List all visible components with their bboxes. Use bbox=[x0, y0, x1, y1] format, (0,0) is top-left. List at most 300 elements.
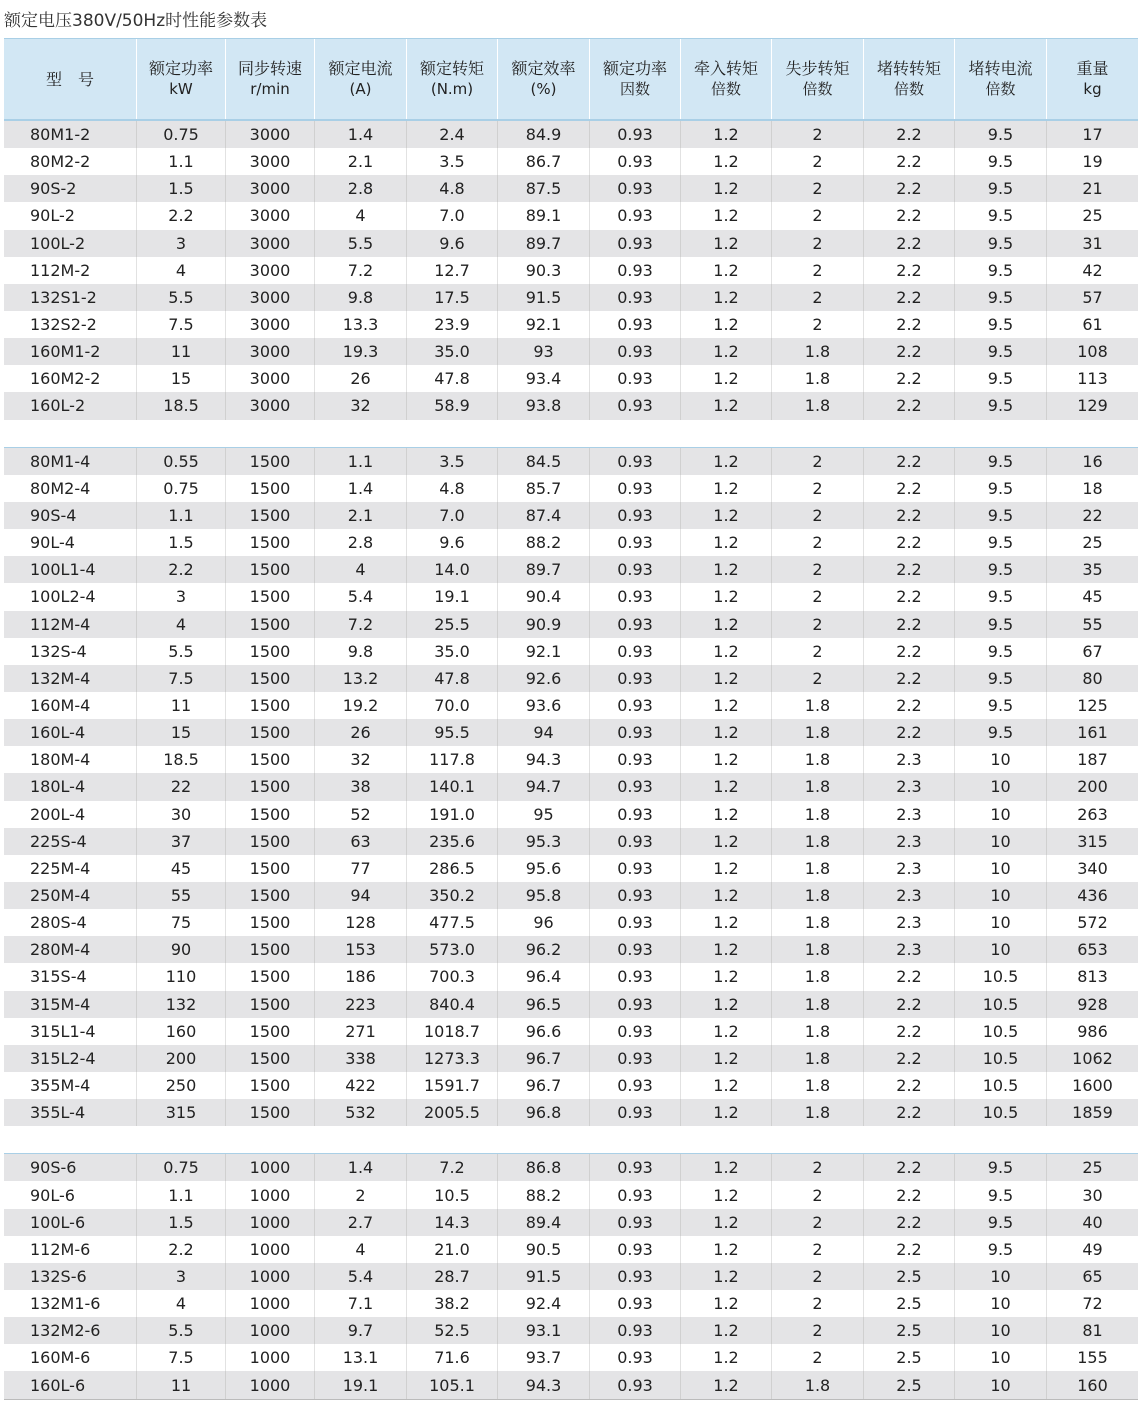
table-cell: 2.4 bbox=[407, 121, 498, 148]
table-row bbox=[4, 746, 1138, 773]
table-cell: 9.5 bbox=[955, 311, 1047, 338]
table-cell: 1.2 bbox=[681, 909, 772, 936]
table-cell: 87.5 bbox=[498, 175, 590, 202]
table-row bbox=[4, 502, 1138, 529]
table-cell: 10.5 bbox=[955, 1072, 1047, 1099]
table-cell: 187 bbox=[1077, 750, 1108, 770]
table-cell: 1500 bbox=[226, 882, 315, 909]
table-cell: 0.93 bbox=[590, 475, 681, 502]
table-cell: 1000 bbox=[226, 1181, 315, 1208]
table-cell: 13.1 bbox=[315, 1344, 407, 1371]
table-row bbox=[4, 638, 1138, 665]
table-cell: 9.5 bbox=[955, 392, 1047, 419]
model-cell: 90L-4 bbox=[4, 529, 137, 556]
table-cell: 2.2 bbox=[864, 1072, 955, 1099]
table-cell: 84.9 bbox=[498, 121, 590, 148]
table-cell: 132 bbox=[137, 991, 226, 1018]
table-cell: 155 bbox=[1077, 1348, 1108, 1368]
table-cell: 26 bbox=[315, 719, 407, 746]
table-cell: 1000 bbox=[226, 1317, 315, 1344]
table-cell: 23.9 bbox=[407, 311, 498, 338]
table-cell: 7.2 bbox=[315, 611, 407, 638]
table-cell: 0.93 bbox=[590, 365, 681, 392]
table-cell: 2.2 bbox=[864, 1154, 955, 1181]
table-cell: 3000 bbox=[226, 202, 315, 229]
table-cell: 1062 bbox=[1072, 1048, 1113, 1068]
column-header-label: 失步转矩 bbox=[785, 59, 850, 78]
table-cell: 93 bbox=[498, 338, 590, 365]
table-cell: 0.93 bbox=[590, 611, 681, 638]
table-cell: 1.2 bbox=[681, 692, 772, 719]
table-row bbox=[4, 692, 1138, 719]
table-cell: 1500 bbox=[226, 963, 315, 990]
table-cell: 9.6 bbox=[407, 230, 498, 257]
table-cell: 1.2 bbox=[681, 392, 772, 419]
table-cell: 1500 bbox=[226, 936, 315, 963]
column-header-unit: 倍数 bbox=[802, 80, 833, 98]
table-cell: 0.93 bbox=[590, 284, 681, 311]
table-cell: 38.2 bbox=[407, 1290, 498, 1317]
table-row bbox=[4, 719, 1138, 746]
table-cell: 1.2 bbox=[681, 448, 772, 475]
table-cell: 2 bbox=[772, 1317, 864, 1344]
table-row bbox=[4, 855, 1138, 882]
table-cell: 2.1 bbox=[315, 148, 407, 175]
table-cell: 0.93 bbox=[590, 1344, 681, 1371]
table-cell: 5.5 bbox=[137, 284, 226, 311]
table-cell: 7.2 bbox=[407, 1154, 498, 1181]
table-cell: 4 bbox=[315, 556, 407, 583]
table-cell: 84.5 bbox=[498, 448, 590, 475]
table-cell: 0.93 bbox=[590, 909, 681, 936]
table-cell: 95.5 bbox=[407, 719, 498, 746]
table-cell: 10 bbox=[955, 1371, 1047, 1398]
column-header-label: 额定效率 bbox=[511, 59, 576, 78]
table-cell: 3000 bbox=[226, 148, 315, 175]
table-cell: 90.5 bbox=[498, 1236, 590, 1263]
table-row bbox=[4, 230, 1138, 257]
table-cell: 9.5 bbox=[955, 365, 1047, 392]
table-row bbox=[4, 121, 1138, 148]
table-cell: 700.3 bbox=[407, 963, 498, 990]
table-cell: 2 bbox=[315, 1181, 407, 1208]
model-cell: 132S-4 bbox=[4, 638, 137, 665]
table-cell: 0.93 bbox=[590, 665, 681, 692]
table-cell: 1.2 bbox=[681, 719, 772, 746]
column-header-unit: (N.m) bbox=[430, 80, 474, 98]
table-cell: 1.2 bbox=[681, 1317, 772, 1344]
column-header-label: 额定转矩 bbox=[419, 59, 484, 78]
table-cell: 1.2 bbox=[681, 175, 772, 202]
table-cell: 9.5 bbox=[955, 338, 1047, 365]
table-cell: 67 bbox=[1082, 641, 1103, 661]
table-cell: 3000 bbox=[226, 121, 315, 148]
table-cell: 1500 bbox=[226, 665, 315, 692]
table-cell: 1.1 bbox=[315, 448, 407, 475]
column-header-label: 额定功率 bbox=[602, 59, 667, 78]
column-header bbox=[955, 39, 1047, 119]
table-cell: 0.93 bbox=[590, 1018, 681, 1045]
table-cell: 3000 bbox=[226, 392, 315, 419]
table-cell: 1500 bbox=[226, 801, 315, 828]
table-cell: 0.93 bbox=[590, 1290, 681, 1317]
model-cell: 200L-4 bbox=[4, 801, 137, 828]
table-cell: 840.4 bbox=[407, 991, 498, 1018]
table-cell: 96 bbox=[498, 909, 590, 936]
table-cell: 81 bbox=[1082, 1321, 1103, 1341]
table-cell: 2.3 bbox=[864, 855, 955, 882]
table-cell: 9.5 bbox=[955, 1236, 1047, 1263]
model-cell: 160M2-2 bbox=[4, 365, 137, 392]
table-cell: 26 bbox=[315, 365, 407, 392]
table-cell: 0.93 bbox=[590, 855, 681, 882]
table-cell: 9.5 bbox=[955, 529, 1047, 556]
column-header-label: 堵转转矩 bbox=[876, 59, 941, 78]
table-cell: 22 bbox=[137, 773, 226, 800]
table-cell: 113 bbox=[1077, 369, 1108, 389]
table-cell: 315 bbox=[137, 1099, 226, 1126]
table-row bbox=[4, 1072, 1138, 1099]
table-cell: 200 bbox=[1077, 777, 1108, 797]
table-cell: 1.4 bbox=[315, 1154, 407, 1181]
table-cell: 9.5 bbox=[955, 692, 1047, 719]
table-cell: 11 bbox=[137, 692, 226, 719]
column-header-unit: (%) bbox=[530, 80, 557, 98]
model-cell: 100L1-4 bbox=[4, 556, 137, 583]
table-cell: 1.2 bbox=[681, 611, 772, 638]
table-cell: 1.2 bbox=[681, 1290, 772, 1317]
table-cell: 1.2 bbox=[681, 1263, 772, 1290]
table-cell: 125 bbox=[1077, 696, 1108, 716]
table-cell: 10.5 bbox=[955, 991, 1047, 1018]
table-cell: 91.5 bbox=[498, 284, 590, 311]
column-header-unit: r/min bbox=[250, 80, 290, 98]
table-cell: 2 bbox=[772, 556, 864, 583]
table-row bbox=[4, 909, 1138, 936]
table-cell: 1000 bbox=[226, 1154, 315, 1181]
model-cell: 80M2-4 bbox=[4, 475, 137, 502]
table-cell: 94.7 bbox=[498, 773, 590, 800]
table-cell: 9.5 bbox=[955, 148, 1047, 175]
table-cell: 1.2 bbox=[681, 1018, 772, 1045]
column-header bbox=[864, 39, 955, 119]
table-cell: 89.1 bbox=[498, 202, 590, 229]
table-cell: 13.3 bbox=[315, 311, 407, 338]
table-cell: 4 bbox=[315, 1236, 407, 1263]
table-cell: 2.2 bbox=[864, 556, 955, 583]
table-cell: 92.1 bbox=[498, 638, 590, 665]
table-cell: 2005.5 bbox=[407, 1099, 498, 1126]
table-cell: 30 bbox=[137, 801, 226, 828]
table-cell: 2.3 bbox=[864, 773, 955, 800]
table-cell: 0.93 bbox=[590, 1099, 681, 1126]
table-cell: 18 bbox=[1082, 478, 1103, 498]
table-cell: 161 bbox=[1077, 723, 1108, 743]
table-cell: 42 bbox=[1082, 260, 1103, 280]
table-cell: 2 bbox=[772, 1209, 864, 1236]
table-cell: 1600 bbox=[1072, 1075, 1113, 1095]
model-cell: 355M-4 bbox=[4, 1072, 137, 1099]
table-cell: 65 bbox=[1082, 1266, 1103, 1286]
table-cell: 1.2 bbox=[681, 1045, 772, 1072]
table-cell: 2.2 bbox=[864, 311, 955, 338]
table-row bbox=[4, 828, 1138, 855]
table-cell: 110 bbox=[137, 963, 226, 990]
table-cell: 1.2 bbox=[681, 121, 772, 148]
table-cell: 1018.7 bbox=[407, 1018, 498, 1045]
table-cell: 5.5 bbox=[137, 1317, 226, 1344]
table-cell: 0.93 bbox=[590, 529, 681, 556]
table-cell: 2.2 bbox=[864, 148, 955, 175]
table-cell: 1.2 bbox=[681, 801, 772, 828]
model-cell: 80M2-2 bbox=[4, 148, 137, 175]
column-header-label: 额定电流 bbox=[328, 59, 393, 78]
table-cell: 95.6 bbox=[498, 855, 590, 882]
table-cell: 15 bbox=[137, 365, 226, 392]
model-cell: 160L-2 bbox=[4, 392, 137, 419]
table-cell: 2.2 bbox=[864, 392, 955, 419]
table-row bbox=[4, 556, 1138, 583]
table-cell: 10.5 bbox=[955, 1045, 1047, 1072]
table-cell: 105.1 bbox=[407, 1371, 498, 1398]
table-cell: 1500 bbox=[226, 611, 315, 638]
table-row bbox=[4, 936, 1138, 963]
table-cell: 0.93 bbox=[590, 1154, 681, 1181]
table-row bbox=[4, 801, 1138, 828]
table-row bbox=[4, 365, 1138, 392]
table-cell: 94.3 bbox=[498, 746, 590, 773]
table-cell: 477.5 bbox=[407, 909, 498, 936]
model-cell: 112M-6 bbox=[4, 1236, 137, 1263]
page-title: 额定电压380V/50Hz时性能参数表 bbox=[4, 11, 268, 31]
table-cell: 93.1 bbox=[498, 1317, 590, 1344]
table-cell: 1.2 bbox=[681, 583, 772, 610]
table-cell: 93.4 bbox=[498, 365, 590, 392]
table-cell: 1.8 bbox=[772, 991, 864, 1018]
model-cell: 132M-4 bbox=[4, 665, 137, 692]
table-cell: 1.8 bbox=[772, 1371, 864, 1398]
table-row bbox=[4, 665, 1138, 692]
table-cell: 1000 bbox=[226, 1290, 315, 1317]
table-cell: 653 bbox=[1077, 940, 1108, 960]
table-cell: 129 bbox=[1077, 396, 1108, 416]
table-cell: 94.3 bbox=[498, 1371, 590, 1398]
table-cell: 0.55 bbox=[137, 448, 226, 475]
table-cell: 9.5 bbox=[955, 1154, 1047, 1181]
table-cell: 436 bbox=[1077, 886, 1108, 905]
table-cell: 108 bbox=[1077, 342, 1108, 362]
table-cell: 1.2 bbox=[681, 230, 772, 257]
table-cell: 96.6 bbox=[498, 1018, 590, 1045]
table-cell: 0.93 bbox=[590, 311, 681, 338]
table-cell: 9.5 bbox=[955, 665, 1047, 692]
table-cell: 85.7 bbox=[498, 475, 590, 502]
table-cell: 80 bbox=[1082, 668, 1103, 688]
table-cell: 2.2 bbox=[864, 719, 955, 746]
performance-table bbox=[4, 38, 1138, 1400]
table-cell: 1.8 bbox=[772, 392, 864, 419]
table-cell: 3.5 bbox=[407, 148, 498, 175]
model-cell: 112M-2 bbox=[4, 257, 137, 284]
table-cell: 1.8 bbox=[772, 909, 864, 936]
model-cell: 180M-4 bbox=[4, 746, 137, 773]
table-cell: 0.75 bbox=[137, 475, 226, 502]
table-cell: 2.2 bbox=[137, 1236, 226, 1263]
model-cell: 90L-6 bbox=[4, 1181, 137, 1208]
table-cell: 2.2 bbox=[864, 338, 955, 365]
table-cell: 52 bbox=[315, 801, 407, 828]
table-cell: 7.0 bbox=[407, 502, 498, 529]
table-cell: 0.93 bbox=[590, 719, 681, 746]
table-cell: 2.2 bbox=[864, 1209, 955, 1236]
table-cell: 1500 bbox=[226, 1045, 315, 1072]
model-cell: 100L-2 bbox=[4, 230, 137, 257]
model-cell: 160M-6 bbox=[4, 1344, 137, 1371]
table-cell: 0.93 bbox=[590, 773, 681, 800]
table-cell: 2.1 bbox=[315, 502, 407, 529]
table-row bbox=[4, 991, 1138, 1018]
table-cell: 4.8 bbox=[407, 175, 498, 202]
model-cell: 90S-2 bbox=[4, 175, 137, 202]
table-cell: 160 bbox=[137, 1018, 226, 1045]
table-row bbox=[4, 284, 1138, 311]
column-header-label: 额定功率 bbox=[148, 59, 213, 78]
table-cell: 2 bbox=[772, 175, 864, 202]
table-cell: 57 bbox=[1082, 287, 1103, 307]
table-cell: 350.2 bbox=[407, 882, 498, 909]
table-header bbox=[4, 38, 1138, 121]
table-cell: 37 bbox=[137, 828, 226, 855]
table-cell: 2.8 bbox=[315, 175, 407, 202]
table-cell: 10.5 bbox=[407, 1181, 498, 1208]
table-cell: 928 bbox=[1077, 994, 1108, 1014]
table-cell: 1.8 bbox=[772, 338, 864, 365]
table-cell: 2.5 bbox=[864, 1290, 955, 1317]
table-cell: 2.2 bbox=[864, 365, 955, 392]
table-cell: 92.1 bbox=[498, 311, 590, 338]
table-cell: 12.7 bbox=[407, 257, 498, 284]
table-cell: 89.7 bbox=[498, 556, 590, 583]
column-header bbox=[681, 39, 772, 119]
table-cell: 9.5 bbox=[955, 230, 1047, 257]
table-cell: 10 bbox=[955, 936, 1047, 963]
table-cell: 19.2 bbox=[315, 692, 407, 719]
table-cell: 35.0 bbox=[407, 338, 498, 365]
table-cell: 1.2 bbox=[681, 338, 772, 365]
table-cell: 338 bbox=[315, 1045, 407, 1072]
table-cell: 532 bbox=[315, 1099, 407, 1126]
table-row bbox=[4, 583, 1138, 610]
table-cell: 0.93 bbox=[590, 502, 681, 529]
table-cell: 1000 bbox=[226, 1344, 315, 1371]
column-header bbox=[1047, 39, 1138, 119]
table-cell: 1.2 bbox=[681, 529, 772, 556]
table-row bbox=[4, 1236, 1138, 1263]
table-cell: 0.75 bbox=[137, 121, 226, 148]
table-cell: 4 bbox=[137, 257, 226, 284]
table-cell: 0.93 bbox=[590, 1371, 681, 1398]
table-cell: 191.0 bbox=[407, 801, 498, 828]
table-cell: 2.2 bbox=[864, 583, 955, 610]
table-cell: 3000 bbox=[226, 175, 315, 202]
table-cell: 22 bbox=[1082, 506, 1103, 526]
table-cell: 7.1 bbox=[315, 1290, 407, 1317]
table-cell: 17.5 bbox=[407, 284, 498, 311]
table-cell: 2.2 bbox=[864, 284, 955, 311]
column-header bbox=[407, 39, 498, 119]
table-cell: 2.2 bbox=[864, 502, 955, 529]
table-row bbox=[4, 1371, 1138, 1398]
table-cell: 0.93 bbox=[590, 392, 681, 419]
model-cell: 132M2-6 bbox=[4, 1317, 137, 1344]
table-cell: 1.8 bbox=[772, 719, 864, 746]
model-cell: 250M-4 bbox=[4, 882, 137, 909]
table-cell: 90 bbox=[137, 936, 226, 963]
table-cell: 1500 bbox=[226, 529, 315, 556]
table-cell: 2.2 bbox=[864, 1018, 955, 1045]
table-cell: 9.5 bbox=[955, 475, 1047, 502]
table-cell: 9.5 bbox=[955, 1209, 1047, 1236]
table-cell: 52.5 bbox=[407, 1317, 498, 1344]
table-cell: 0.75 bbox=[137, 1154, 226, 1181]
table-cell: 0.93 bbox=[590, 556, 681, 583]
table-cell: 7.0 bbox=[407, 202, 498, 229]
table-cell: 96.5 bbox=[498, 991, 590, 1018]
table-cell: 1.2 bbox=[681, 746, 772, 773]
table-cell: 1.2 bbox=[681, 257, 772, 284]
table-cell: 4 bbox=[315, 202, 407, 229]
table-cell: 1500 bbox=[226, 692, 315, 719]
table-row bbox=[4, 448, 1138, 475]
table-cell: 5.4 bbox=[315, 583, 407, 610]
table-cell: 2 bbox=[772, 638, 864, 665]
table-cell: 1.8 bbox=[772, 963, 864, 990]
table-cell: 47.8 bbox=[407, 665, 498, 692]
table-cell: 0.93 bbox=[590, 1263, 681, 1290]
table-cell: 1.2 bbox=[681, 502, 772, 529]
table-cell: 86.8 bbox=[498, 1154, 590, 1181]
table-cell: 2 bbox=[772, 121, 864, 148]
table-cell: 10 bbox=[955, 801, 1047, 828]
table-cell: 2.2 bbox=[864, 1099, 955, 1126]
table-cell: 32 bbox=[315, 392, 407, 419]
table-cell: 1500 bbox=[226, 583, 315, 610]
table-cell: 2.2 bbox=[864, 257, 955, 284]
table-cell: 1.8 bbox=[772, 855, 864, 882]
table-cell: 0.93 bbox=[590, 1045, 681, 1072]
table-cell: 0.93 bbox=[590, 746, 681, 773]
table-row bbox=[4, 257, 1138, 284]
table-cell: 1.2 bbox=[681, 148, 772, 175]
table-cell: 250 bbox=[137, 1072, 226, 1099]
model-cell: 315S-4 bbox=[4, 963, 137, 990]
table-cell: 96.7 bbox=[498, 1045, 590, 1072]
column-header-label: 同步转速 bbox=[237, 59, 302, 78]
column-header-unit: 倍数 bbox=[985, 80, 1016, 98]
table-cell: 9.5 bbox=[955, 1181, 1047, 1208]
table-cell: 340 bbox=[1077, 858, 1108, 878]
table-cell: 1.8 bbox=[772, 773, 864, 800]
table-cell: 1500 bbox=[226, 1018, 315, 1045]
table-cell: 96.4 bbox=[498, 963, 590, 990]
table-cell: 75 bbox=[137, 909, 226, 936]
table-cell: 0.93 bbox=[590, 638, 681, 665]
column-header bbox=[498, 39, 590, 119]
table-cell: 10.5 bbox=[955, 1099, 1047, 1126]
table-cell: 9.5 bbox=[955, 202, 1047, 229]
table-cell: 3 bbox=[137, 583, 226, 610]
table-cell: 7.5 bbox=[137, 1344, 226, 1371]
